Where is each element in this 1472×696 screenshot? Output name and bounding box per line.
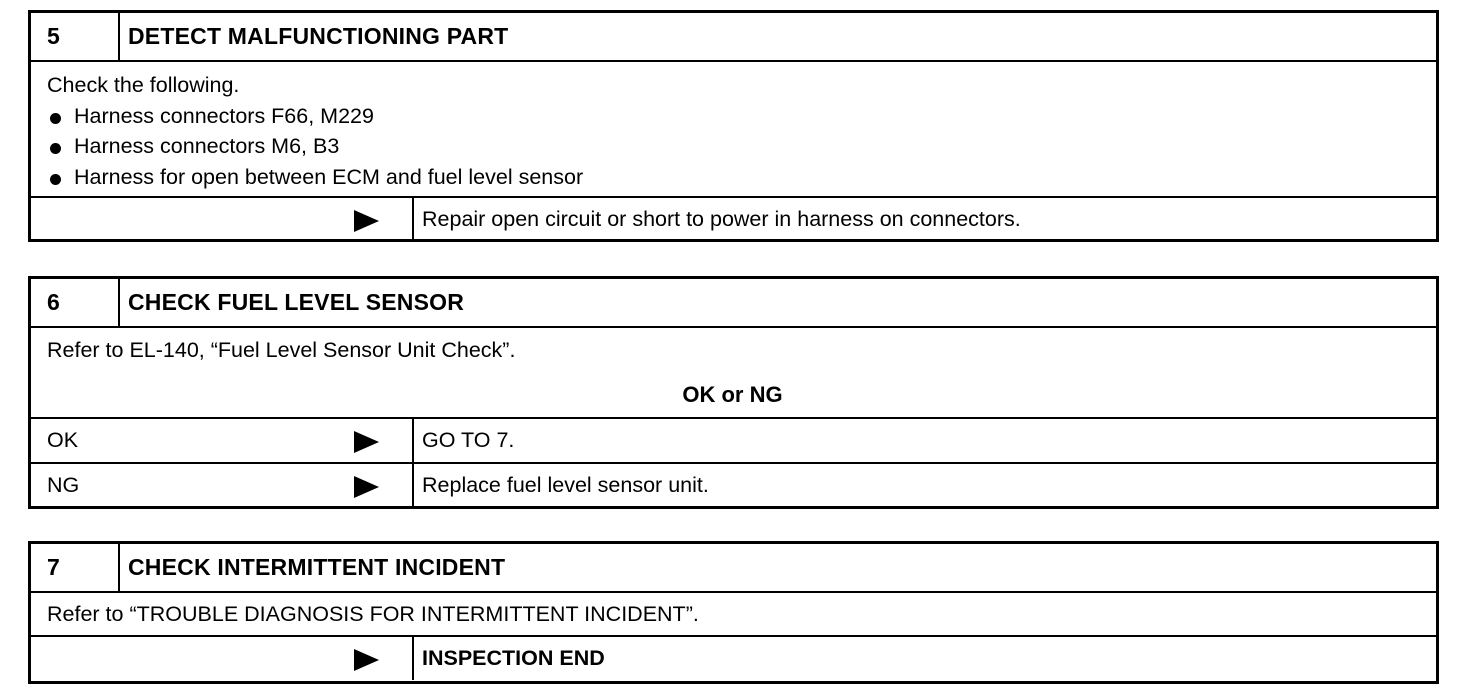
step-body xyxy=(31,326,1436,417)
arrow-right-icon xyxy=(354,649,379,671)
result-condition: OK xyxy=(47,428,79,452)
result-condition-cell xyxy=(31,637,414,680)
step-title: DETECT MALFUNCTIONING PART xyxy=(128,23,509,49)
check-item: Harness connectors M6, B3 xyxy=(47,131,1436,162)
result-condition-cell xyxy=(31,419,414,462)
step-title: CHECK FUEL LEVEL SENSOR xyxy=(128,289,465,315)
step-intro: Refer to “TROUBLE DIAGNOSIS FOR INTERMITTENT INCIDENT”. xyxy=(47,602,699,626)
step-header xyxy=(31,13,1436,60)
step-number: 7 xyxy=(31,544,120,591)
check-item: Harness connectors F66, M229 xyxy=(47,101,1436,132)
step-intro: Refer to EL-140, “Fuel Level Sensor Unit Check”. xyxy=(47,338,516,362)
step-5-box xyxy=(28,10,1439,242)
step-number: 6 xyxy=(31,279,120,326)
step-header xyxy=(31,544,1436,591)
step-intro: Check the following. xyxy=(47,73,240,97)
step-number: 5 xyxy=(31,13,120,60)
check-item: Harness for open between ECM and fuel level sensor xyxy=(47,162,1436,193)
step-header xyxy=(31,279,1436,326)
arrow-right-icon xyxy=(354,210,379,232)
result-row-ng xyxy=(31,462,1436,507)
result-row xyxy=(31,635,1436,680)
step-body xyxy=(31,591,1436,635)
result-condition-cell xyxy=(31,464,414,507)
arrow-right-icon xyxy=(354,431,379,453)
result-condition-cell xyxy=(31,198,414,241)
result-row xyxy=(31,196,1436,241)
check-list xyxy=(47,101,1436,193)
step-title: CHECK INTERMITTENT INCIDENT xyxy=(128,554,506,580)
step-6-box xyxy=(28,276,1439,509)
decision-label: OK or NG xyxy=(682,381,783,407)
arrow-right-icon xyxy=(354,476,379,498)
result-row-ok xyxy=(31,417,1436,462)
result-action: Replace fuel level sensor unit. xyxy=(422,473,709,497)
result-action: GO TO 7. xyxy=(422,428,515,452)
result-condition: NG xyxy=(47,473,80,497)
step-7-box xyxy=(28,541,1439,684)
result-action: INSPECTION END xyxy=(422,646,605,670)
step-body xyxy=(31,60,1436,196)
result-action: Repair open circuit or short to power in harness on connectors. xyxy=(422,207,1021,231)
